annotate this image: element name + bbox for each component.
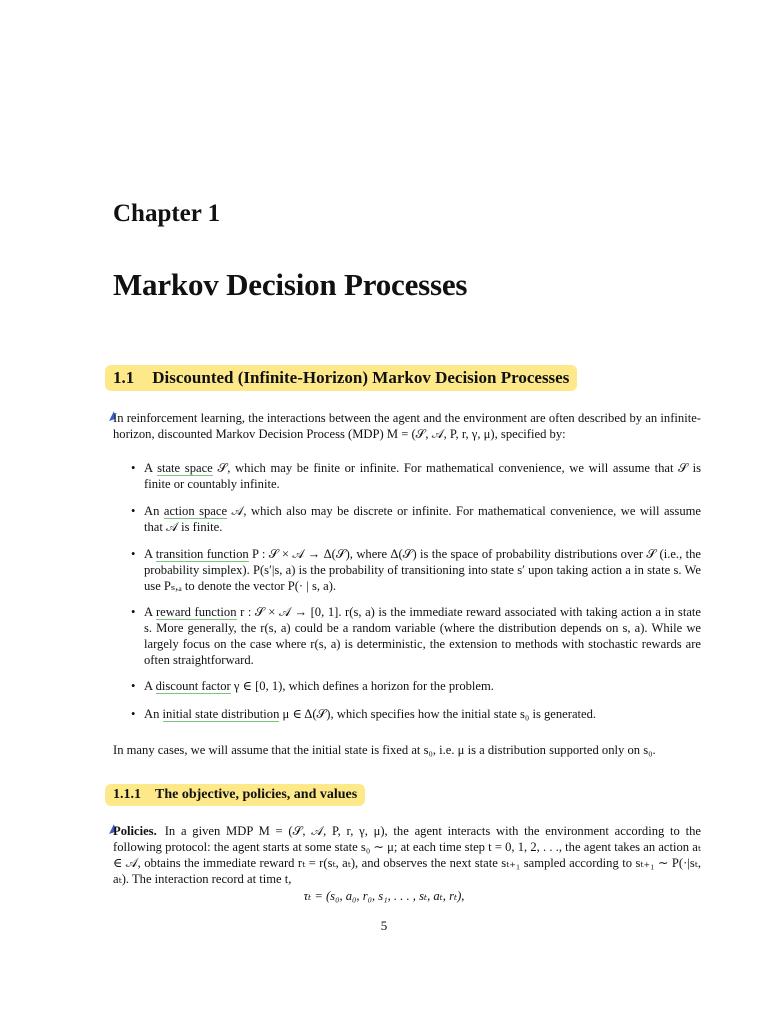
list-item: • A state space 𝒮, which may be finite or infinite. For mathematical convenience, we will assume that 𝒮 is finite or countably infinite. [132,460,701,492]
chapter-label: Chapter 1 [113,200,221,227]
list-item: • A discount factor γ ∈ [0, 1), which defines a horizon for the problem. [132,678,701,694]
list-item: • An action space 𝒜, which also may be discrete or infinite. For mathematical convenience, we will assume that 𝒜 is finite. [132,503,701,535]
policies-run-in: Policies. [113,824,157,838]
policies-text: In a given MDP M = (𝒮, 𝒜, P, r, γ, μ), the agent interacts with the environment according to the following protocol: the agent starts at some state s₀ ∼ μ; at each time step t = 0, 1, 2, . . ., the agent takes an action aₜ ∈ 𝒜, obtains the immediate reward rₜ = r(sₜ, aₜ), and observes the next state sₜ₊₁ sampled according to sₜ₊₁ ∼ P(·|sₜ, aₜ). The interaction record at time t, [113,824,701,886]
subsection-highlight [105,784,365,806]
chapter-title: Markov Decision Processes [113,267,468,302]
section-intro: In reinforcement learning, the interactions between the agent and the environment are often described by an infinite-horizon, discounted Markov Decision Process (MDP) M = (𝒮, 𝒜, P, r, γ, μ), specified by: [113,411,701,441]
subsection-heading [113,784,365,806]
section-highlight [105,365,577,391]
list-item: • A transition function P : 𝒮 × 𝒜 → Δ(𝒮), where Δ(𝒮) is the space of probability distributions over 𝒮 (i.e., the probability simplex). P(s′|s, a) is the probability of transitioning into state s′ upon taking action a in state s. We use Pₛ,ₐ to denote the vector P(· | s, a). [132,546,701,594]
trajectory-equation: τₜ = (s₀, a₀, r₀, s₁, . . . , sₜ, aₜ, rₜ), [303,889,465,903]
term-initial-state-distribution: initial state distribution [162,707,280,721]
paragraph-initial-state: In many cases, we will assume that the initial state is fixed at s₀, i.e. μ is a distribution supported only on s₀. [113,743,656,757]
subsection-number: 1.1.1 [113,787,141,802]
term-reward-function: reward function [155,605,237,619]
section-title-text: Discounted (Infinite-Horizon) Markov Decision Processes [152,368,570,387]
subsection-title-text: The objective, policies, and values [155,787,358,802]
section-heading [113,365,577,391]
term-transition-function: transition function [155,547,249,561]
list-item: • An initial state distribution μ ∈ Δ(𝒮), which specifies how the initial state s₀ is generated. [132,706,701,722]
paragraph-policies [113,823,701,887]
section-number: 1.1 [113,368,135,387]
term-state-space: state space [157,461,213,475]
term-discount-factor: discount factor [155,679,231,693]
page-number: 5 [380,918,388,933]
list-item: • A reward function r : 𝒮 × 𝒜 → [0, 1]. r(s, a) is the immediate reward associated with taking action a in state s. More generally, the r(s, a) could be a random variable (where the distribution depends on s, a). While we largely focus on the case where r(s, a) is deterministic, the extension to methods with stochastic rewards are often straightforward. [132,604,701,668]
term-action-space: action space [163,504,228,518]
